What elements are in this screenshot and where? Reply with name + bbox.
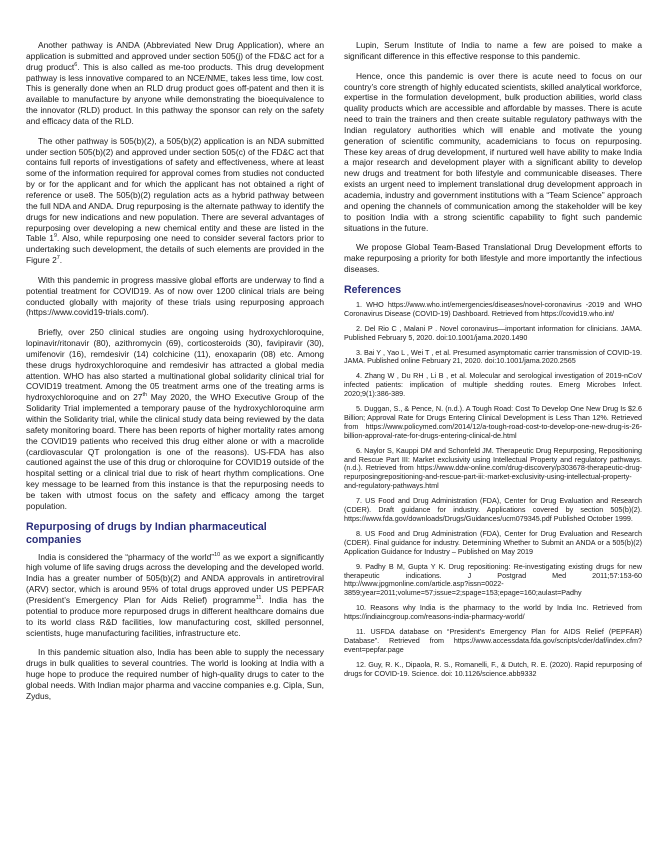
paragraph-505b2 <box>26 136 324 266</box>
paragraph-text: . <box>59 255 63 266</box>
reference-item: 7. US Food and Drug Administration (FDA), Center for Drug Evaluation and Research (CDER). Draft guidance for industry. Applications covered by section 505(b)(2). https://www.fda.gov/downloads/Drugs/Guidances/ucm079345.pdf Published October 1999. <box>344 496 642 523</box>
reference-item: 10. Reasons why India is the pharmacy to the world by India Inc. Retrieved from https://indiaincgroup.com/reasons-india-pharmacy-world/ <box>344 603 642 622</box>
paragraph-text: May 2020, the WHO Executive Group of the Solidarity Trial implemented a temporary pause of the hydroxychloroquine arm within the Solidarity trial, while the clinical study data being reviewed by the data safety monitoring board. There has been reports of higher mortality rates among the COVID19 patients who received this drug either alone or with a macrolide (cardiovascular QT prolongation is one of the reasons). US-FDA has also cautioned against the use of this drug or chloroquine for COVID19 outside of the hospital setting or a clinical trial due to risk of heart rhythm complications. One key message to be learned from this instance is that the repurposing needs to be taken with utmost focus on the safety and efficacy among the target population. <box>26 392 324 511</box>
paragraph-text: as we export a significantly high volume of life saving drugs across the developing and the developed world. India has a greater number of 505(b)(2) and ANDA approvals in antiretroviral (ARV) sector, which is around 95% of total drugs approved under US PEPFAR (President’s Emergency Plan for Aids Relief) programme <box>26 551 324 605</box>
paragraph-proposal: We propose Global Team-Based Translational Drug Development efforts to make repurposing a priority for both lifestyle and more importantly the infectious diseases. <box>344 242 642 275</box>
paragraph-text: Another pathway is ANDA (Abbreviated New Drug Application), where an application is submitted and approved under section 505(j) of the FD&C act for a drug product <box>26 40 324 72</box>
paragraph-text: The other pathway is 505(b)(2), a 505(b)(2) application is an NDA submitted under section 505(b)(2) and approved under section 505(c) of the FD&C act that contains full reports of investigations of safety and effectiveness, where at least some of the information required for approval comes from studies not conducted by or for the applicant and for which the applicant has not obtained a right of reference or use8. The 505(b)(2) regulation acts as a hybrid pathway between the full NDA and ANDA. Drug repurposing is the alternate pathway to identify the drugs for new indications and new population. There are several advantages of repurposing over developing a new chemical entity and these are listed in the Table 1 <box>26 135 324 244</box>
reference-item: 12. Guy, R. K., Dipaola, R. S., Romanelli, F., & Dutch, R. E. (2020). Rapid repurposing of drugs for COVID-19. Science. doi: 10.1126/science.abb9332 <box>344 659 642 678</box>
reference-item: 5. Duggan, S., & Pence, N. (n.d.). A Tough Road: Cost To Develop One New Drug Is $2.6 Billion; Approval Rate for Drugs Entering Clinical Development is Less Than 12%. Retrieved from https://www.policymed.com/2014/12/a-tough-road-cost-to-develop-one-new-drug-is-26-billion-approval-rate-for-drugs-entering-clinical-de.html <box>344 404 642 440</box>
reference-item: 8. US Food and Drug Administration (FDA), Center for Drug Evaluation and Research (CDER). Final guidance for industry. Determining Whether to Submit an ANDA or a 505(b)(2) Application Guidance for Industry – Published on May 2019 <box>344 528 642 556</box>
reference-item: 1. WHO https://www.who.int/emergencies/diseases/novel-coronavirus -2019 and WHO Coronavirus Disease (COVID-19) Dashboard. Retrieved from https://covid19.who.int/ <box>344 299 642 318</box>
paragraph-text: . This is also called as me-too products. This drug development pathway is less innovative compared to an NCE/NME, takes less time, low cost. This is generally done when an RLD drug product goes off-patent and then it is available to manufacture by anyone while demonstrating the bioequivalence to the innovator (RLD) product. In this pathway the sponsor can rely on the safety and efficacy data of the RLD. <box>26 61 324 126</box>
citation-superscript: 10 <box>214 551 221 558</box>
references-heading: References <box>344 283 402 296</box>
right-column <box>344 40 642 845</box>
reference-item: 4. Zhang W , Du RH , Li B , et al. Molecular and serological investigation of 2019-nCoV infected patients: implication of multiple shedding routes. Emerg Microbes Infect. 2020;9(1):386-389. <box>344 371 642 399</box>
paragraph-text: . Also, while repurposing one need to consider several factors prior to undertaking such development, the details of such elements are provided in the Figure 2 <box>26 233 324 266</box>
paragraph-clinical-studies <box>26 327 324 511</box>
paragraph-pandemic-trials: With this pandemic in progress massive global efforts are underway to find a potential treatment for COVID19. As of now over 1200 clinical trials are being conducted globally with majority of these trials using repurposing approach (https://www.covid19-trials.com/). <box>26 274 324 318</box>
paragraph-text: . India has the potential to produce more repurposed drugs in different healthcare domains due to its world class R&D facilities, low manufacturing cost, skilled personnel, scientists, huge manufacturing facilities, infrastructure etc. <box>26 594 324 638</box>
section-heading: Repurposing of drugs by Indian pharmaceutical companies <box>26 520 267 546</box>
reference-item: 11. USFDA database on “President’s Emergency Plan for AIDS Relief (PEPFAR) Database”. Retrieved from https://www.accessdata.fda.gov/scripts/cder/daf/index.cfm?event=pepfar.page <box>344 627 642 654</box>
citation-superscript: 9 <box>53 233 58 240</box>
paragraph-india-supply: In this pandemic situation also, India has been able to supply the necessary drugs in bulk qualities to several countries. The world is looking at India with a huge hope to produce the required number of high-quality drugs to cater to the global needs. With Indian major pharma and vaccine companies e.g. Cipla, Sun, Zydus, <box>26 647 324 701</box>
paragraph-anda <box>26 40 324 127</box>
left-column <box>26 40 324 845</box>
ordinal-superscript: th <box>142 392 148 399</box>
reference-item: 3. Bai Y , Yao L , Wei T , et al. Presumed asymptomatic carrier transmission of COVID-19. JAMA. Published online February 21, 2020. doi:10.1001/jama.2020.2565 <box>344 347 642 366</box>
citation-superscript: 7 <box>56 255 60 262</box>
reference-item: 2. Del Rio C , Malani P . Novel coronavirus—important information for clinicians. JAMA. Published February 5, 2020. doi:10.1001/jama.2020.1490 <box>344 323 642 342</box>
paragraph-text: India is considered the “pharmacy of the world” <box>38 551 215 562</box>
paragraph-companies: Lupin, Serum Institute of India to name a few are poised to make a significant difference in this effective response to this pandemic. <box>344 40 642 61</box>
paragraph-text: Briefly, over 250 clinical studies are ongoing using hydroxychloroquine, lopinavir/ritonavir (80), azithromycin (69), corticosteroids (30), favipiravir (30), umifenovir (16), remdesivir (14) colchicine (11), enoxaparin (08) etc. Among these drugs hydroxychloroquine and remdesivir has attracted a global media attention. WHO has also started a multinational global solidarity clinical trial for COVID19 treatment. Among the 05 treatment arms one of the treating arms is hydroxychloroquine and on 27 <box>26 327 324 403</box>
paragraph-core-strength: Hence, once this pandemic is over there is acute need to focus on our country’s core strength of highly educated scientists, skilled analytical workforce, expertise in the formulation development, bulk production abilities, world class quality products which are accessible and affordable by masses. There is acute need to train the trainers and then create suitable regulatory pathways with the Indian regulatory authorities which will enable and motivate the young generation of scientific community, academicians to focus on repurposing. These key areas of drug development, if nurtured well have ability to make India a major research and development player with a significant ability to develop new drugs and treatment for both lifestyle and communicable diseases. There exists an urgent need to implement translational drug development approach in academia, industry and government institutions with a “Team Science” approach and opening the channels of communication among the stakeholder will be key to position India with a strong scientific capability to fight such pandemic situations in the future. <box>344 70 642 233</box>
paragraph-pharmacy-of-world <box>26 552 324 639</box>
reference-item: 9. Padhy B M, Gupta Y K. Drug repositioning: Re-investigating existing drugs for new therapeutic indications. J Postgrad Med 2011;57:153-60 http://www.jpgmonline.com/article.asp?issn=0022-3859;year=2011;volume=57;issue=2;spage=153;epage=160;aulast=Padhy <box>344 561 642 598</box>
citation-superscript: 6 <box>74 61 78 68</box>
references-list <box>344 301 642 679</box>
citation-superscript: 11 <box>255 595 262 602</box>
reference-item: 6. Naylor S, Kauppi DM and Schonfeld JM. Therapeutic Drug Repurposing, Repositioning and Rescue Part III: Market exclusivity using Intellectual Property and regulatory pathways. (n.d.). Retrieved from https://www.ddw-online.com/drug-discovery/p303678-therapeutic-drug-repurposingrepositioning-and-rescue-part-iii:-market-exclusivity-using-intellectual-property-and-regulatory-pathways.html <box>344 445 642 491</box>
